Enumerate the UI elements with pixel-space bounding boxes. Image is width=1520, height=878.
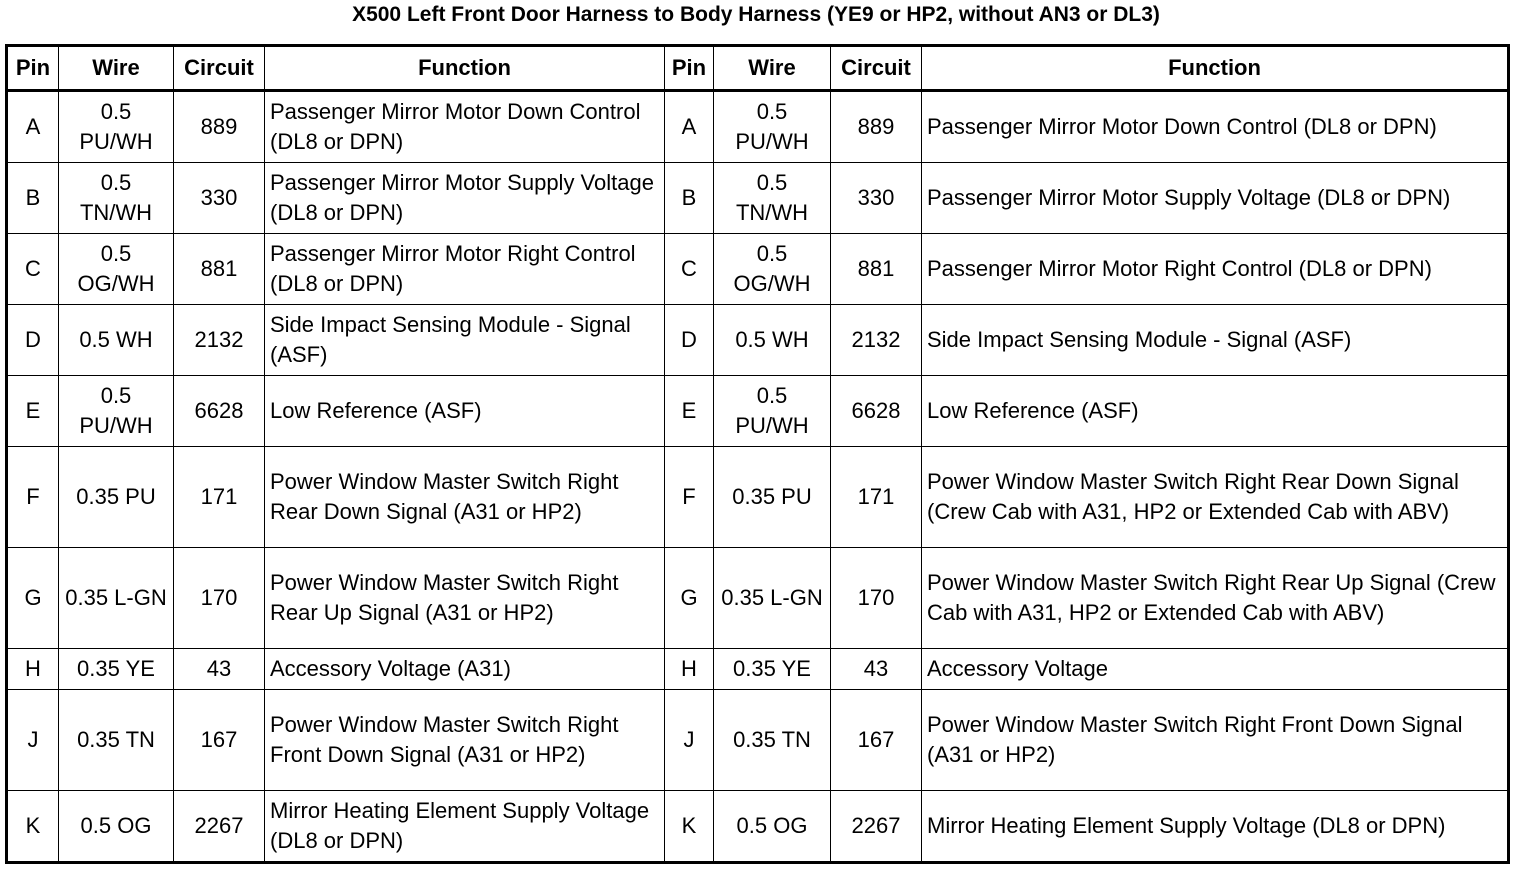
function-cell: Power Window Master Switch Right Front Down Signal (A31 or HP2) [265, 690, 665, 791]
wire-cell: 0.5 PU/WH [714, 91, 831, 163]
circuit-cell: 167 [831, 690, 922, 791]
wire-cell: 0.35 PU [714, 447, 831, 548]
circuit-cell: 167 [174, 690, 265, 791]
column-header-circuit: Circuit [174, 46, 265, 91]
pin-cell: H [7, 649, 59, 690]
table-row [7, 649, 1509, 690]
pin-cell: D [665, 305, 714, 376]
circuit-cell: 6628 [831, 376, 922, 447]
pin-cell: H [665, 649, 714, 690]
function-cell: Accessory Voltage [922, 649, 1509, 690]
column-header-circuit: Circuit [831, 46, 922, 91]
wire-cell: 0.5 PU/WH [59, 91, 174, 163]
circuit-cell: 330 [174, 163, 265, 234]
function-cell: Passenger Mirror Motor Down Control (DL8 or DPN) [265, 91, 665, 163]
circuit-cell: 171 [174, 447, 265, 548]
column-header-function: Function [922, 46, 1509, 91]
function-cell: Passenger Mirror Motor Down Control (DL8 or DPN) [922, 91, 1509, 163]
wire-cell: 0.5 TN/WH [714, 163, 831, 234]
circuit-cell: 170 [174, 548, 265, 649]
circuit-cell: 2267 [174, 791, 265, 863]
wire-cell: 0.35 PU [59, 447, 174, 548]
circuit-cell: 2132 [831, 305, 922, 376]
pin-cell: K [7, 791, 59, 863]
function-cell: Accessory Voltage (A31) [265, 649, 665, 690]
function-cell: Low Reference (ASF) [265, 376, 665, 447]
table-row [7, 91, 1509, 163]
circuit-cell: 2267 [831, 791, 922, 863]
function-cell: Power Window Master Switch Right Rear Up Signal (A31 or HP2) [265, 548, 665, 649]
function-cell: Side Impact Sensing Module - Signal (ASF) [265, 305, 665, 376]
function-cell: Passenger Mirror Motor Supply Voltage (DL8 or DPN) [265, 163, 665, 234]
circuit-cell: 889 [174, 91, 265, 163]
pin-cell: C [665, 234, 714, 305]
wire-cell: 0.5 PU/WH [714, 376, 831, 447]
wire-cell: 0.5 OG [59, 791, 174, 863]
wire-cell: 0.35 YE [714, 649, 831, 690]
circuit-cell: 2132 [174, 305, 265, 376]
function-cell: Side Impact Sensing Module - Signal (ASF) [922, 305, 1509, 376]
function-cell: Power Window Master Switch Right Rear Up Signal (Crew Cab with A31, HP2 or Extended Cab with ABV) [922, 548, 1509, 649]
pin-cell: K [665, 791, 714, 863]
wire-cell: 0.5 WH [714, 305, 831, 376]
pin-cell: E [665, 376, 714, 447]
wire-cell: 0.35 TN [714, 690, 831, 791]
pinout-table [5, 44, 1510, 864]
circuit-cell: 43 [831, 649, 922, 690]
header-row [7, 46, 1509, 91]
function-cell: Mirror Heating Element Supply Voltage (DL8 or DPN) [922, 791, 1509, 863]
pin-cell: D [7, 305, 59, 376]
circuit-cell: 6628 [174, 376, 265, 447]
column-header-pin: Pin [665, 46, 714, 91]
table-row [7, 163, 1509, 234]
pin-cell: A [7, 91, 59, 163]
circuit-cell: 330 [831, 163, 922, 234]
wire-cell: 0.35 YE [59, 649, 174, 690]
column-header-wire: Wire [714, 46, 831, 91]
column-header-wire: Wire [59, 46, 174, 91]
function-cell: Mirror Heating Element Supply Voltage (DL8 or DPN) [265, 791, 665, 863]
pin-cell: J [7, 690, 59, 791]
circuit-cell: 889 [831, 91, 922, 163]
column-header-function: Function [265, 46, 665, 91]
page-title: X500 Left Front Door Harness to Body Harness (YE9 or HP2, without AN3 or DL3) [352, 3, 1160, 26]
table-row [7, 234, 1509, 305]
wire-cell: 0.5 WH [59, 305, 174, 376]
pin-cell: G [7, 548, 59, 649]
function-cell: Passenger Mirror Motor Supply Voltage (DL8 or DPN) [922, 163, 1509, 234]
pin-cell: J [665, 690, 714, 791]
pin-cell: F [665, 447, 714, 548]
function-cell: Power Window Master Switch Right Rear Down Signal (Crew Cab with A31, HP2 or Extended Cab with ABV) [922, 447, 1509, 548]
circuit-cell: 43 [174, 649, 265, 690]
wire-cell: 0.5 PU/WH [59, 376, 174, 447]
circuit-cell: 881 [174, 234, 265, 305]
function-cell: Passenger Mirror Motor Right Control (DL8 or DPN) [265, 234, 665, 305]
wire-cell: 0.5 OG/WH [59, 234, 174, 305]
wire-cell: 0.35 TN [59, 690, 174, 791]
table-row [7, 690, 1509, 791]
circuit-cell: 881 [831, 234, 922, 305]
pin-cell: A [665, 91, 714, 163]
function-cell: Power Window Master Switch Right Front Down Signal (A31 or HP2) [922, 690, 1509, 791]
table-row [7, 548, 1509, 649]
function-cell: Low Reference (ASF) [922, 376, 1509, 447]
pin-cell: E [7, 376, 59, 447]
table-row [7, 791, 1509, 863]
wire-cell: 0.35 L-GN [59, 548, 174, 649]
circuit-cell: 170 [831, 548, 922, 649]
function-cell: Power Window Master Switch Right Rear Down Signal (A31 or HP2) [265, 447, 665, 548]
function-cell: Passenger Mirror Motor Right Control (DL8 or DPN) [922, 234, 1509, 305]
table-row [7, 376, 1509, 447]
wire-cell: 0.5 OG [714, 791, 831, 863]
pin-cell: B [7, 163, 59, 234]
pin-cell: C [7, 234, 59, 305]
table-row [7, 447, 1509, 548]
pin-cell: B [665, 163, 714, 234]
pin-cell: F [7, 447, 59, 548]
wire-cell: 0.35 L-GN [714, 548, 831, 649]
wire-cell: 0.5 TN/WH [59, 163, 174, 234]
circuit-cell: 171 [831, 447, 922, 548]
pin-cell: G [665, 548, 714, 649]
column-header-pin: Pin [7, 46, 59, 91]
wire-cell: 0.5 OG/WH [714, 234, 831, 305]
table-row [7, 305, 1509, 376]
